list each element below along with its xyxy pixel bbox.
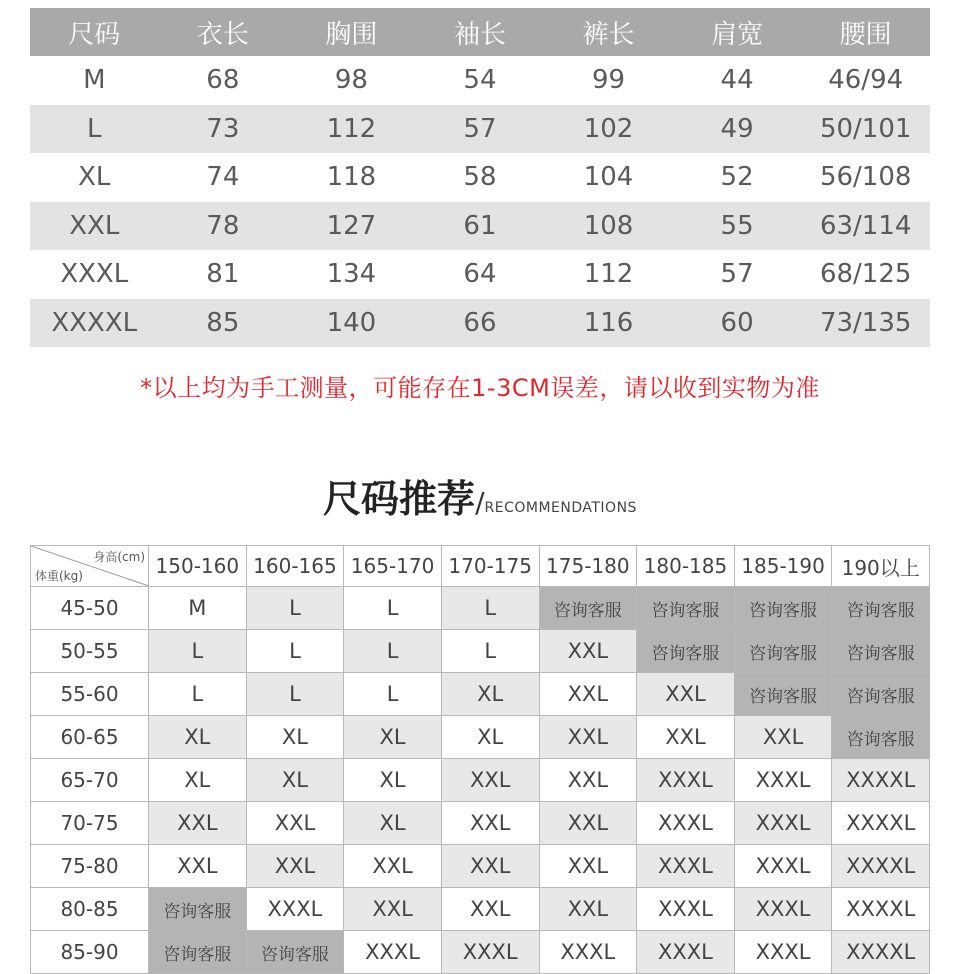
size-cell: 81 bbox=[159, 250, 288, 299]
size-cell: 74 bbox=[159, 153, 288, 202]
recommendation-row bbox=[31, 888, 930, 931]
size-cell: 60 bbox=[673, 299, 802, 348]
header-length: 衣长 bbox=[159, 8, 288, 56]
height-header: 170-175 bbox=[441, 546, 539, 587]
size-cell: 46/94 bbox=[801, 56, 930, 105]
size-cell: 85 bbox=[159, 299, 288, 348]
size-row bbox=[30, 153, 930, 202]
size-cell: 55 bbox=[673, 202, 802, 251]
size-cell: 102 bbox=[544, 105, 673, 154]
recommendations-title bbox=[0, 468, 960, 523]
size-recommendation-cell: XXXXL bbox=[832, 845, 930, 888]
recommendation-body bbox=[31, 587, 930, 974]
consult-cell: 咨询客服 bbox=[832, 630, 930, 673]
size-recommendation-cell: L bbox=[441, 630, 539, 673]
weight-label: 60-65 bbox=[31, 716, 149, 759]
size-cell: 66 bbox=[416, 299, 545, 348]
size-recommendation-cell: XXXL bbox=[246, 888, 344, 931]
header-waist: 腰围 bbox=[801, 8, 930, 56]
size-cell: 57 bbox=[416, 105, 545, 154]
size-cell: 57 bbox=[673, 250, 802, 299]
recommendation-row bbox=[31, 587, 930, 630]
size-recommendation-cell: XXXL bbox=[539, 931, 637, 974]
weight-label: 45-50 bbox=[31, 587, 149, 630]
height-header: 160-165 bbox=[246, 546, 344, 587]
recommendations-title-slash: / bbox=[475, 486, 485, 519]
height-header: 150-160 bbox=[149, 546, 247, 587]
size-recommendation-cell: L bbox=[246, 630, 344, 673]
recommendation-table bbox=[30, 545, 930, 974]
size-row bbox=[30, 105, 930, 154]
size-recommendation-cell: L bbox=[344, 587, 442, 630]
recommendation-row bbox=[31, 931, 930, 974]
size-chart-table bbox=[30, 8, 930, 347]
size-recommendation-cell: XXL bbox=[539, 759, 637, 802]
header-shoulder: 肩宽 bbox=[673, 8, 802, 56]
size-recommendation-cell: XXXL bbox=[734, 931, 832, 974]
size-recommendation-cell: L bbox=[246, 673, 344, 716]
size-cell: 118 bbox=[287, 153, 416, 202]
size-cell: XL bbox=[30, 153, 159, 202]
size-recommendation-cell: XXXL bbox=[637, 802, 735, 845]
size-recommendation-cell: XXXXL bbox=[832, 802, 930, 845]
measurement-note: *以上均为手工测量，可能存在1-3CM误差，请以收到实物为准 bbox=[140, 374, 820, 402]
size-row bbox=[30, 202, 930, 251]
size-recommendation-cell: XL bbox=[441, 673, 539, 716]
size-cell: 68 bbox=[159, 56, 288, 105]
height-header: 185-190 bbox=[734, 546, 832, 587]
size-recommendation-cell: L bbox=[344, 673, 442, 716]
size-recommendation-cell: XXL bbox=[441, 802, 539, 845]
size-recommendation-cell: XXXL bbox=[734, 802, 832, 845]
recommendations-title-sub: RECOMMENDATIONS bbox=[484, 500, 637, 516]
size-cell: 140 bbox=[287, 299, 416, 348]
size-cell: 108 bbox=[544, 202, 673, 251]
size-cell: 98 bbox=[287, 56, 416, 105]
header-pants: 裤长 bbox=[544, 8, 673, 56]
size-cell: 99 bbox=[544, 56, 673, 105]
size-recommendation-cell: XXL bbox=[149, 845, 247, 888]
size-cell: 127 bbox=[287, 202, 416, 251]
size-cell: 56/108 bbox=[801, 153, 930, 202]
weight-label: 75-80 bbox=[31, 845, 149, 888]
weight-label: 80-85 bbox=[31, 888, 149, 931]
size-recommendation-cell: L bbox=[441, 587, 539, 630]
size-recommendation-cell: XXL bbox=[637, 673, 735, 716]
size-recommendation-cell: XXXL bbox=[441, 931, 539, 974]
consult-cell: 咨询客服 bbox=[149, 888, 247, 931]
height-axis-label: 身高(cm) bbox=[93, 550, 145, 564]
size-recommendation-cell: XXXL bbox=[637, 888, 735, 931]
size-recommendation-cell: XXXL bbox=[344, 931, 442, 974]
height-header: 175-180 bbox=[539, 546, 637, 587]
recommendations-title-main: 尺码推荐 bbox=[323, 477, 476, 521]
weight-label: 70-75 bbox=[31, 802, 149, 845]
size-cell: 61 bbox=[416, 202, 545, 251]
size-recommendation-cell: XXL bbox=[246, 802, 344, 845]
size-recommendation-cell: XXL bbox=[539, 630, 637, 673]
consult-cell: 咨询客服 bbox=[539, 587, 637, 630]
size-cell: XXXXL bbox=[30, 299, 159, 348]
weight-axis-label: 体重(kg) bbox=[35, 569, 83, 583]
weight-label: 55-60 bbox=[31, 673, 149, 716]
size-recommendation-cell: XXL bbox=[539, 888, 637, 931]
weight-label: 85-90 bbox=[31, 931, 149, 974]
size-recommendation-cell: XXXL bbox=[637, 845, 735, 888]
consult-cell: 咨询客服 bbox=[734, 587, 832, 630]
size-recommendation-cell: XXL bbox=[441, 759, 539, 802]
header-sleeve: 袖长 bbox=[416, 8, 545, 56]
size-recommendation-cell: XXL bbox=[344, 888, 442, 931]
size-cell: XXXL bbox=[30, 250, 159, 299]
size-cell: 73/135 bbox=[801, 299, 930, 348]
size-recommendation-cell: L bbox=[149, 673, 247, 716]
weight-label: 65-70 bbox=[31, 759, 149, 802]
recommendation-row bbox=[31, 802, 930, 845]
size-recommendation-cell: XXL bbox=[734, 716, 832, 759]
size-recommendation-cell: XXL bbox=[539, 716, 637, 759]
size-chart-header-row bbox=[30, 8, 930, 56]
size-cell: 44 bbox=[673, 56, 802, 105]
size-chart-body bbox=[30, 56, 930, 347]
size-recommendation-cell: XL bbox=[344, 802, 442, 845]
size-recommendation-cell: XXL bbox=[539, 673, 637, 716]
consult-cell: 咨询客服 bbox=[832, 716, 930, 759]
consult-cell: 咨询客服 bbox=[246, 931, 344, 974]
corner-cell bbox=[31, 546, 149, 587]
consult-cell: 咨询客服 bbox=[832, 587, 930, 630]
consult-cell: 咨询客服 bbox=[734, 630, 832, 673]
size-recommendation-cell: XXL bbox=[149, 802, 247, 845]
size-row bbox=[30, 250, 930, 299]
size-cell: 134 bbox=[287, 250, 416, 299]
recommendation-row bbox=[31, 759, 930, 802]
size-cell: 73 bbox=[159, 105, 288, 154]
size-cell: XXL bbox=[30, 202, 159, 251]
size-recommendation-cell: XL bbox=[246, 759, 344, 802]
recommendation-row bbox=[31, 716, 930, 759]
size-recommendation-cell: XXL bbox=[246, 845, 344, 888]
size-recommendation-cell: XXXXL bbox=[832, 888, 930, 931]
size-recommendation-cell: XL bbox=[246, 716, 344, 759]
size-recommendation-cell: XXXL bbox=[734, 888, 832, 931]
size-cell: 64 bbox=[416, 250, 545, 299]
size-row bbox=[30, 56, 930, 105]
size-row bbox=[30, 299, 930, 348]
size-recommendation-cell: XL bbox=[441, 716, 539, 759]
header-size: 尺码 bbox=[30, 8, 159, 56]
height-header: 165-170 bbox=[344, 546, 442, 587]
size-recommendation-cell: XL bbox=[344, 759, 442, 802]
size-cell: 68/125 bbox=[801, 250, 930, 299]
size-recommendation-cell: L bbox=[149, 630, 247, 673]
consult-cell: 咨询客服 bbox=[734, 673, 832, 716]
weight-label: 50-55 bbox=[31, 630, 149, 673]
size-recommendation-cell: L bbox=[246, 587, 344, 630]
consult-cell: 咨询客服 bbox=[637, 630, 735, 673]
consult-cell: 咨询客服 bbox=[832, 673, 930, 716]
size-recommendation-cell: XXXL bbox=[734, 845, 832, 888]
size-cell: L bbox=[30, 105, 159, 154]
size-cell: 78 bbox=[159, 202, 288, 251]
consult-cell: 咨询客服 bbox=[149, 931, 247, 974]
size-recommendation-cell: XL bbox=[149, 716, 247, 759]
consult-cell: 咨询客服 bbox=[637, 587, 735, 630]
size-cell: 54 bbox=[416, 56, 545, 105]
size-cell: 116 bbox=[544, 299, 673, 348]
recommendation-row bbox=[31, 845, 930, 888]
size-cell: 112 bbox=[287, 105, 416, 154]
recommendation-header-row bbox=[31, 546, 930, 587]
size-cell: 112 bbox=[544, 250, 673, 299]
size-recommendation-cell: XL bbox=[344, 716, 442, 759]
header-chest: 胸围 bbox=[287, 8, 416, 56]
size-cell: 104 bbox=[544, 153, 673, 202]
size-cell: 58 bbox=[416, 153, 545, 202]
recommendation-row bbox=[31, 630, 930, 673]
size-recommendation-cell: XXL bbox=[441, 845, 539, 888]
size-recommendation-cell: XXL bbox=[539, 845, 637, 888]
height-header: 180-185 bbox=[637, 546, 735, 587]
size-cell: 52 bbox=[673, 153, 802, 202]
size-cell: M bbox=[30, 56, 159, 105]
size-recommendation-cell: XXL bbox=[344, 845, 442, 888]
size-recommendation-cell: M bbox=[149, 587, 247, 630]
size-recommendation-cell: XXXXL bbox=[832, 931, 930, 974]
size-recommendation-cell: XXXL bbox=[637, 759, 735, 802]
size-recommendation-cell: XXL bbox=[539, 802, 637, 845]
height-header: 190以上 bbox=[832, 546, 930, 587]
recommendation-row bbox=[31, 673, 930, 716]
size-recommendation-cell: XXL bbox=[637, 716, 735, 759]
size-recommendation-cell: XXL bbox=[441, 888, 539, 931]
size-cell: 63/114 bbox=[801, 202, 930, 251]
size-recommendation-cell: XXXXL bbox=[832, 759, 930, 802]
size-cell: 50/101 bbox=[801, 105, 930, 154]
size-cell: 49 bbox=[673, 105, 802, 154]
size-recommendation-cell: L bbox=[344, 630, 442, 673]
size-recommendation-cell: XL bbox=[149, 759, 247, 802]
size-recommendation-cell: XXXL bbox=[637, 931, 735, 974]
size-recommendation-cell: XXXL bbox=[734, 759, 832, 802]
